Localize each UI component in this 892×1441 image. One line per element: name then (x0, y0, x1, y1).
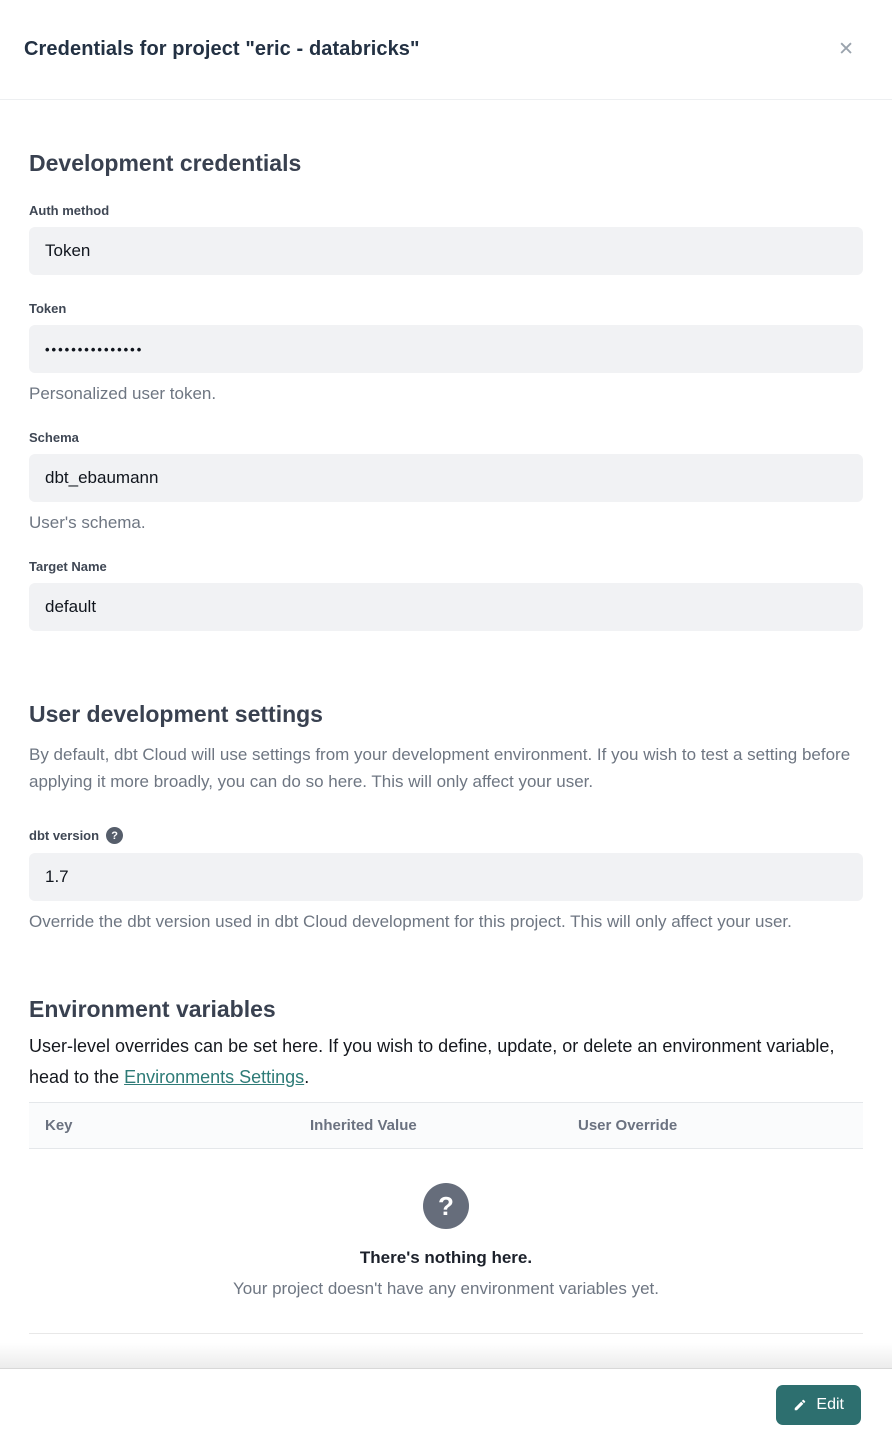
column-header-inherited-value: Inherited Value (310, 1117, 417, 1135)
description-suffix: . (304, 1067, 310, 1088)
target-name-value: default (45, 597, 97, 616)
modal-footer (0, 1369, 892, 1441)
dbt-version-input (29, 853, 863, 901)
env-vars-table-header (29, 1102, 863, 1149)
token-label: Token (29, 301, 67, 316)
auth-method-value: Token (45, 241, 91, 260)
empty-state-title: There's nothing here. (359, 1248, 533, 1268)
question-mark-icon: ? (423, 1183, 469, 1229)
dbt-version-value: 1.7 (45, 867, 69, 887)
auth-method-field-group (29, 203, 863, 275)
token-masked-value: ••••••••••••••• (45, 341, 144, 357)
modal-content (0, 100, 892, 1343)
section-development-credentials (29, 150, 863, 631)
user-development-settings-heading: User development settings (29, 701, 323, 727)
token-input (29, 325, 863, 373)
dbt-version-label-row (29, 827, 863, 844)
section-user-development-settings (29, 701, 863, 932)
modal-header (0, 0, 892, 100)
environment-variables-heading: Environment variables (29, 996, 276, 1023)
close-icon: ✕ (838, 39, 854, 60)
auth-method-label: Auth method (29, 203, 110, 218)
target-name-label: Target Name (29, 559, 107, 574)
dbt-version-label: dbt version (29, 828, 100, 844)
token-helper-text: Personalized user token. (29, 384, 217, 403)
pencil-icon (793, 1398, 807, 1412)
column-header-user-override: User Override (578, 1117, 678, 1135)
token-field-group (29, 301, 863, 404)
help-tooltip-icon[interactable]: ? (106, 827, 123, 844)
edit-button[interactable] (776, 1385, 861, 1425)
close-button[interactable] (828, 34, 864, 65)
section-environment-variables (29, 996, 863, 1334)
schema-label: Schema (29, 430, 79, 445)
column-header-key: Key (45, 1117, 73, 1135)
dbt-version-helper-text: Override the dbt version used in dbt Cloud development for this project. This will only affect your user. (29, 912, 792, 932)
schema-field-group (29, 430, 863, 533)
empty-state-subtitle: Your project doesn't have any environment variables yet. (233, 1279, 659, 1299)
auth-method-input (29, 227, 863, 275)
description-prefix: User-level overrides can be set here. If you wish to define, update, or delete an environment variable, head to the (29, 1036, 835, 1088)
target-name-field-group (29, 559, 863, 631)
edit-button-label: Edit (816, 1396, 844, 1413)
schema-helper-text: User's schema. (29, 513, 146, 532)
page-title: Credentials for project "eric - databricks" (24, 38, 420, 60)
environments-settings-link[interactable]: Environments Settings (124, 1067, 305, 1088)
env-vars-empty-state (29, 1149, 863, 1334)
environment-variables-description (29, 1031, 863, 1093)
user-development-settings-description: By default, dbt Cloud will use settings from your development environment. If you wish to test a setting before applying it more broadly, you can do so here. This will only affect your user. (29, 745, 851, 792)
development-credentials-heading: Development credentials (29, 150, 302, 176)
schema-input (29, 454, 863, 502)
target-name-input (29, 583, 863, 631)
schema-value: dbt_ebaumann (45, 468, 159, 487)
footer-scroll-shadow (0, 1343, 892, 1369)
dbt-version-field-group (29, 827, 863, 932)
